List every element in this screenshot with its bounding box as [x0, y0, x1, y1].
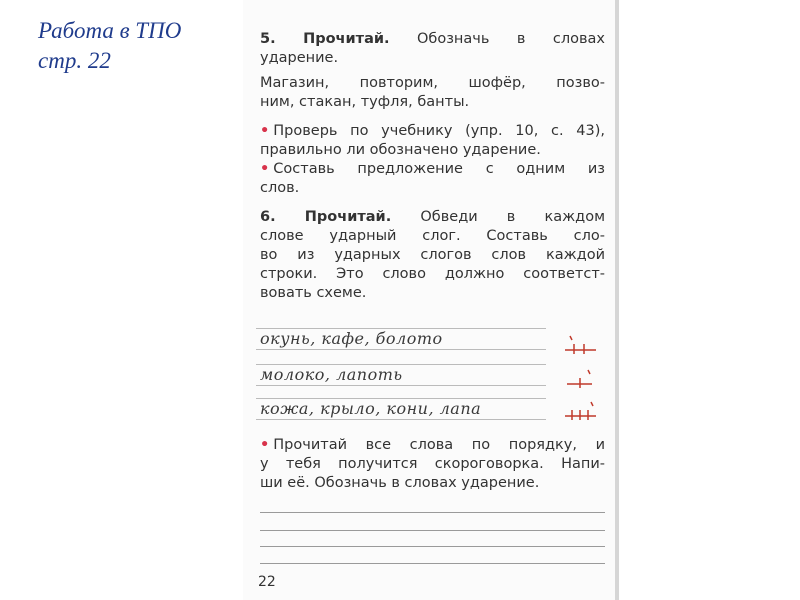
guide-line [256, 419, 546, 420]
ex6-number: 6. [260, 209, 276, 225]
ex6-task-line-3: ши её. Обозначь в словах ударение. [260, 475, 540, 491]
ex6-task-line-2: у тебя получится скороговорка. Напи- [260, 456, 605, 472]
ex5-task-1-text: Проверь по учебнику (упр. 10, с. 43), [273, 123, 605, 139]
syllable-scheme-3 [560, 400, 600, 422]
ex6-task-line-1 [260, 436, 605, 455]
ex6-task-text: Прочитай все слова по порядку, и [273, 437, 605, 453]
writing-line [260, 563, 605, 564]
ex5-words-line-1: Магазин, повторим, шофёр, позво- [260, 75, 605, 91]
bullet-icon: • [260, 123, 270, 139]
ex5-words-line-2: ним, стакан, туфля, банты. [260, 94, 470, 110]
ex5-instruction: Обозначь в словах [417, 31, 606, 47]
bullet-icon: • [260, 437, 270, 453]
handwritten-words-3: кожа, крыло, кони, лапа [260, 399, 482, 418]
writing-line [260, 546, 605, 547]
handwritten-words-2: молоко, лапоть [260, 365, 403, 384]
slide-title [38, 16, 181, 76]
syllable-scheme-2 [560, 368, 600, 390]
guide-line [256, 349, 546, 350]
slide-title-line-1: Работа в ТПО [38, 18, 182, 43]
page-number: 22 [258, 574, 276, 590]
bullet-icon: • [260, 161, 270, 177]
ex6-instruction-line-5: вовать схеме. [260, 285, 367, 301]
ex6-instruction-line-3: во из ударных слогов слов каждой [260, 247, 605, 263]
ex5-task-2-line-1 [260, 160, 605, 179]
ex5-task-1-line-2: правильно ли обозначено ударение. [260, 142, 541, 158]
handwriting-row-3 [256, 398, 546, 420]
writing-line [260, 512, 605, 513]
ex5-verb: Прочитай. [303, 31, 390, 47]
page-edge [615, 0, 619, 600]
ex6-instruction-line-4: строки. Это слово должно соответст- [260, 266, 605, 282]
slide-title-line-2: стр. 22 [38, 48, 111, 73]
ex5-heading-line [260, 30, 605, 49]
ex6-verb: Прочитай. [304, 209, 392, 225]
ex5-task-2-text: Составь предложение с одним из [273, 161, 605, 177]
ex6-heading-line [260, 208, 605, 227]
ex5-instruction-line-2: ударение. [260, 50, 339, 66]
writing-line [260, 530, 605, 531]
ex6-instruction: Обведи в каждом [420, 209, 606, 225]
guide-line [256, 385, 546, 386]
handwriting-row-2 [256, 364, 546, 386]
handwritten-words-1: окунь, кафе, болото [260, 329, 443, 348]
ex6-instruction-line-2: слове ударный слог. Составь сло- [260, 228, 605, 244]
syllable-scheme-1 [560, 334, 600, 356]
ex5-task-2-line-2: слов. [260, 180, 300, 196]
handwriting-row-1 [256, 328, 546, 350]
ex5-number: 5. [260, 31, 276, 47]
ex5-task-1-line-1 [260, 122, 605, 141]
